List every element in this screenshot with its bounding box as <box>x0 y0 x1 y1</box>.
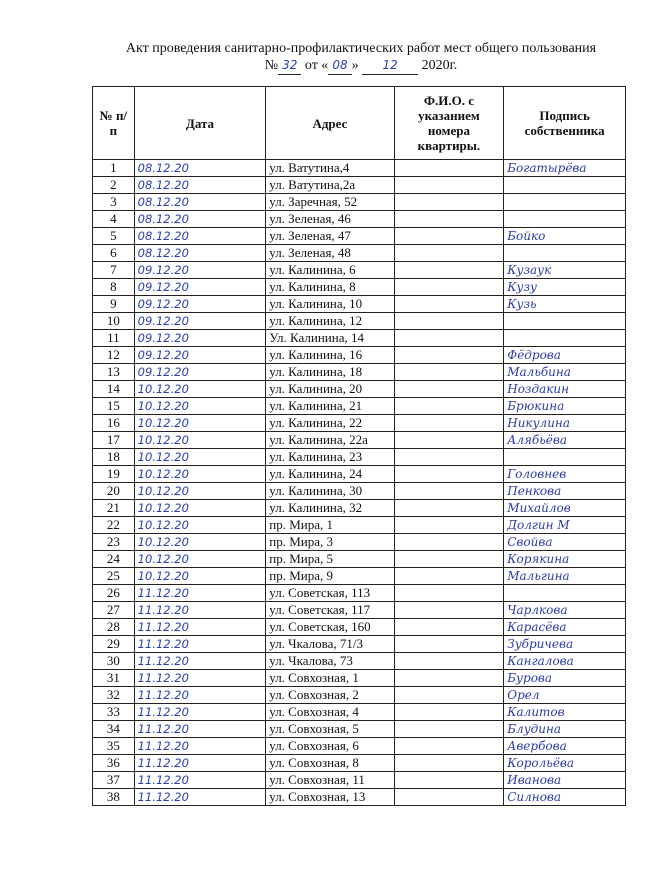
row-signature: Ноздакин <box>504 381 626 398</box>
table-row <box>93 602 626 619</box>
row-fio <box>394 347 504 364</box>
row-fio <box>394 194 504 211</box>
row-date: 10.12.20 <box>134 432 266 449</box>
table-row <box>93 772 626 789</box>
row-number: 38 <box>93 789 135 806</box>
act-month: 12 <box>362 57 418 75</box>
row-fio <box>394 500 504 517</box>
row-number: 35 <box>93 738 135 755</box>
table-row <box>93 483 626 500</box>
row-date: 10.12.20 <box>134 449 266 466</box>
row-date: 08.12.20 <box>134 211 266 228</box>
row-number: 5 <box>93 228 135 245</box>
row-date: 11.12.20 <box>134 653 266 670</box>
row-address: ул. Чкалова, 73 <box>266 653 394 670</box>
row-fio <box>394 789 504 806</box>
table-row <box>93 449 626 466</box>
row-fio <box>394 772 504 789</box>
row-fio <box>394 415 504 432</box>
table-row <box>93 364 626 381</box>
row-fio <box>394 330 504 347</box>
row-signature: Силнова <box>504 789 626 806</box>
row-address: ул. Советская, 117 <box>266 602 394 619</box>
row-number: 1 <box>93 160 135 177</box>
row-date: 11.12.20 <box>134 636 266 653</box>
table-row <box>93 313 626 330</box>
row-number: 16 <box>93 415 135 432</box>
row-address: ул. Калинина, 8 <box>266 279 394 296</box>
row-date: 09.12.20 <box>134 313 266 330</box>
number-prefix: № <box>264 58 279 73</box>
row-date: 10.12.20 <box>134 534 266 551</box>
row-address: ул. Калинина, 21 <box>266 398 394 415</box>
row-number: 25 <box>93 568 135 585</box>
row-address: ул. Калинина, 30 <box>266 483 394 500</box>
row-number: 31 <box>93 670 135 687</box>
row-fio <box>394 687 504 704</box>
row-date: 08.12.20 <box>134 245 266 262</box>
row-number: 20 <box>93 483 135 500</box>
row-date: 10.12.20 <box>134 466 266 483</box>
row-signature: Брюкина <box>504 398 626 415</box>
row-address: пр. Мира, 9 <box>266 568 394 585</box>
row-address: ул. Калинина, 32 <box>266 500 394 517</box>
row-date: 11.12.20 <box>134 704 266 721</box>
row-fio <box>394 449 504 466</box>
table-row <box>93 568 626 585</box>
row-fio <box>394 517 504 534</box>
row-number: 33 <box>93 704 135 721</box>
row-signature: Корякина <box>504 551 626 568</box>
row-date: 08.12.20 <box>134 160 266 177</box>
row-signature: Орел <box>504 687 626 704</box>
row-fio <box>394 670 504 687</box>
row-signature: Бурова <box>504 670 626 687</box>
row-address: ул. Совхозная, 13 <box>266 789 394 806</box>
row-date: 09.12.20 <box>134 364 266 381</box>
row-fio <box>394 177 504 194</box>
row-address: ул. Калинина, 18 <box>266 364 394 381</box>
table-row <box>93 398 626 415</box>
row-fio <box>394 568 504 585</box>
row-fio <box>394 364 504 381</box>
table-row <box>93 466 626 483</box>
row-number: 22 <box>93 517 135 534</box>
row-address: ул. Заречная, 52 <box>266 194 394 211</box>
table-row <box>93 534 626 551</box>
row-fio <box>394 738 504 755</box>
row-signature: Алябьёва <box>504 432 626 449</box>
row-number: 11 <box>93 330 135 347</box>
row-signature: Головнев <box>504 466 626 483</box>
table-row <box>93 160 626 177</box>
row-date: 09.12.20 <box>134 296 266 313</box>
row-number: 15 <box>93 398 135 415</box>
row-address: ул. Ватутина,2а <box>266 177 394 194</box>
row-fio <box>394 296 504 313</box>
row-address: ул. Калинина, 23 <box>266 449 394 466</box>
row-fio <box>394 619 504 636</box>
table-row <box>93 517 626 534</box>
table-row <box>93 228 626 245</box>
act-number: 32 <box>278 57 301 75</box>
row-fio <box>394 483 504 500</box>
row-address: Ул. Калинина, 14 <box>266 330 394 347</box>
row-address: ул. Калинина, 16 <box>266 347 394 364</box>
row-fio <box>394 279 504 296</box>
act-day: 08 <box>328 57 351 75</box>
row-date: 09.12.20 <box>134 330 266 347</box>
row-fio <box>394 585 504 602</box>
row-signature: Авербова <box>504 738 626 755</box>
row-address: ул. Калинина, 10 <box>266 296 394 313</box>
row-address: пр. Мира, 1 <box>266 517 394 534</box>
table-row <box>93 738 626 755</box>
table-row <box>93 755 626 772</box>
row-address: ул. Зеленая, 46 <box>266 211 394 228</box>
row-address: ул. Совхозная, 4 <box>266 704 394 721</box>
row-address: ул. Совхозная, 5 <box>266 721 394 738</box>
row-address: ул. Калинина, 22 <box>266 415 394 432</box>
row-number: 17 <box>93 432 135 449</box>
row-date: 10.12.20 <box>134 551 266 568</box>
row-fio <box>394 466 504 483</box>
row-number: 34 <box>93 721 135 738</box>
row-fio <box>394 636 504 653</box>
row-number: 18 <box>93 449 135 466</box>
col-header-signature: Подпись собственника <box>504 87 626 160</box>
row-date: 11.12.20 <box>134 670 266 687</box>
table-row <box>93 177 626 194</box>
row-address: ул. Зеленая, 47 <box>266 228 394 245</box>
row-date: 10.12.20 <box>134 500 266 517</box>
row-date: 11.12.20 <box>134 619 266 636</box>
row-signature: Калитов <box>504 704 626 721</box>
row-signature <box>504 177 626 194</box>
row-number: 36 <box>93 755 135 772</box>
row-date: 11.12.20 <box>134 602 266 619</box>
row-date: 11.12.20 <box>134 755 266 772</box>
table-row <box>93 670 626 687</box>
row-number: 37 <box>93 772 135 789</box>
row-address: ул. Чкалова, 71/3 <box>266 636 394 653</box>
row-signature: Долгин М <box>504 517 626 534</box>
row-signature <box>504 194 626 211</box>
row-signature: Фёдрова <box>504 347 626 364</box>
row-address: ул. Ватутина,4 <box>266 160 394 177</box>
row-fio <box>394 704 504 721</box>
col-header-date: Дата <box>134 87 266 160</box>
act-title <box>0 40 650 75</box>
table-row <box>93 279 626 296</box>
table-row <box>93 500 626 517</box>
row-signature <box>504 585 626 602</box>
row-date: 11.12.20 <box>134 738 266 755</box>
table-row <box>93 585 626 602</box>
row-address: пр. Мира, 3 <box>266 534 394 551</box>
row-fio <box>394 398 504 415</box>
row-signature: Богатырёва <box>504 160 626 177</box>
row-date: 08.12.20 <box>134 228 266 245</box>
row-date: 11.12.20 <box>134 585 266 602</box>
row-number: 32 <box>93 687 135 704</box>
table-row <box>93 789 626 806</box>
row-signature: Иванова <box>504 772 626 789</box>
row-signature: Кангалова <box>504 653 626 670</box>
row-fio <box>394 381 504 398</box>
row-signature <box>504 245 626 262</box>
title-line-1: Акт проведения санитарно-профилактических работ мест общего пользования <box>125 41 597 56</box>
act-year: 2020г. <box>421 58 458 73</box>
row-date: 09.12.20 <box>134 262 266 279</box>
row-signature: Никулина <box>504 415 626 432</box>
row-number: 7 <box>93 262 135 279</box>
row-signature: Кузь <box>504 296 626 313</box>
row-number: 4 <box>93 211 135 228</box>
row-date: 08.12.20 <box>134 194 266 211</box>
row-number: 30 <box>93 653 135 670</box>
row-signature: Михайлов <box>504 500 626 517</box>
row-fio <box>394 313 504 330</box>
row-address: пр. Мира, 5 <box>266 551 394 568</box>
row-number: 19 <box>93 466 135 483</box>
title-line-2 <box>0 57 650 75</box>
row-signature: Кузу <box>504 279 626 296</box>
row-fio <box>394 432 504 449</box>
table-body <box>93 160 626 806</box>
row-signature: Кузаук <box>504 262 626 279</box>
row-number: 23 <box>93 534 135 551</box>
row-fio <box>394 228 504 245</box>
row-signature: Блудина <box>504 721 626 738</box>
row-address: ул. Калинина, 20 <box>266 381 394 398</box>
row-fio <box>394 653 504 670</box>
table-row <box>93 636 626 653</box>
table-row <box>93 296 626 313</box>
row-date: 10.12.20 <box>134 381 266 398</box>
row-date: 11.12.20 <box>134 687 266 704</box>
row-date: 10.12.20 <box>134 517 266 534</box>
row-address: ул. Совхозная, 6 <box>266 738 394 755</box>
row-number: 13 <box>93 364 135 381</box>
row-signature: Чарлкова <box>504 602 626 619</box>
table-row <box>93 619 626 636</box>
table-row <box>93 211 626 228</box>
row-signature: Свойва <box>504 534 626 551</box>
row-address: ул. Калинина, 24 <box>266 466 394 483</box>
row-number: 2 <box>93 177 135 194</box>
table-row <box>93 194 626 211</box>
row-number: 10 <box>93 313 135 330</box>
row-date: 09.12.20 <box>134 279 266 296</box>
row-number: 26 <box>93 585 135 602</box>
row-address: ул. Совхозная, 2 <box>266 687 394 704</box>
row-date: 10.12.20 <box>134 398 266 415</box>
row-fio <box>394 755 504 772</box>
row-number: 27 <box>93 602 135 619</box>
row-number: 3 <box>93 194 135 211</box>
row-fio <box>394 262 504 279</box>
col-header-fio: Ф.И.О. с указанием номера квартиры. <box>394 87 504 160</box>
table-row <box>93 653 626 670</box>
row-date: 10.12.20 <box>134 483 266 500</box>
row-fio <box>394 534 504 551</box>
table-row <box>93 721 626 738</box>
row-fio <box>394 551 504 568</box>
row-number: 28 <box>93 619 135 636</box>
table-row <box>93 245 626 262</box>
row-signature: Зубричева <box>504 636 626 653</box>
table-row <box>93 330 626 347</box>
row-number: 9 <box>93 296 135 313</box>
row-signature: Бойко <box>504 228 626 245</box>
col-header-no: № п/п <box>93 87 135 160</box>
row-fio <box>394 602 504 619</box>
row-date: 11.12.20 <box>134 721 266 738</box>
table-row <box>93 704 626 721</box>
row-date: 11.12.20 <box>134 772 266 789</box>
table-row <box>93 687 626 704</box>
row-address: ул. Калинина, 22а <box>266 432 394 449</box>
row-signature: Корольёва <box>504 755 626 772</box>
day-suffix: » <box>351 58 359 73</box>
row-address: ул. Зеленая, 48 <box>266 245 394 262</box>
from-prefix: от « <box>304 58 329 73</box>
row-address: ул. Совхозная, 8 <box>266 755 394 772</box>
row-signature <box>504 211 626 228</box>
row-date: 10.12.20 <box>134 415 266 432</box>
row-address: ул. Советская, 113 <box>266 585 394 602</box>
row-number: 29 <box>93 636 135 653</box>
col-header-address: Адрес <box>266 87 394 160</box>
row-number: 14 <box>93 381 135 398</box>
row-signature: Карасёва <box>504 619 626 636</box>
act-table <box>92 86 626 806</box>
row-number: 12 <box>93 347 135 364</box>
table-header <box>93 87 626 160</box>
row-date: 10.12.20 <box>134 568 266 585</box>
row-number: 21 <box>93 500 135 517</box>
row-date: 11.12.20 <box>134 789 266 806</box>
row-number: 6 <box>93 245 135 262</box>
row-address: ул. Калинина, 12 <box>266 313 394 330</box>
table-row <box>93 262 626 279</box>
row-number: 8 <box>93 279 135 296</box>
row-address: ул. Совхозная, 1 <box>266 670 394 687</box>
row-signature <box>504 449 626 466</box>
row-date: 08.12.20 <box>134 177 266 194</box>
row-fio <box>394 245 504 262</box>
row-number: 24 <box>93 551 135 568</box>
row-signature: Мальбина <box>504 364 626 381</box>
row-signature: Пенкова <box>504 483 626 500</box>
row-fio <box>394 160 504 177</box>
row-signature <box>504 330 626 347</box>
table-row <box>93 551 626 568</box>
row-fio <box>394 211 504 228</box>
row-address: ул. Советская, 160 <box>266 619 394 636</box>
table-row <box>93 432 626 449</box>
row-date: 09.12.20 <box>134 347 266 364</box>
row-address: ул. Совхозная, 11 <box>266 772 394 789</box>
row-signature <box>504 313 626 330</box>
row-address: ул. Калинина, 6 <box>266 262 394 279</box>
table-row <box>93 415 626 432</box>
table-row <box>93 347 626 364</box>
row-fio <box>394 721 504 738</box>
table-row <box>93 381 626 398</box>
row-signature: Мальгина <box>504 568 626 585</box>
